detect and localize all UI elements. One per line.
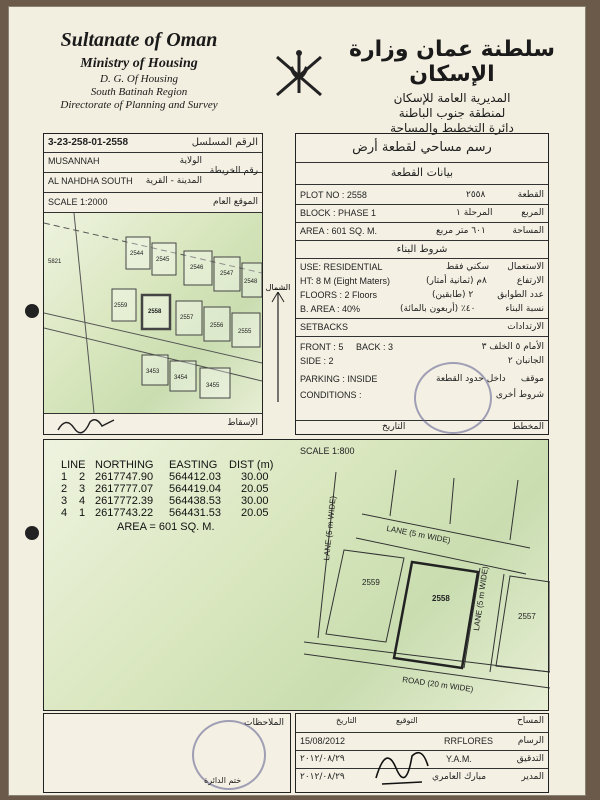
serial-number: 3-23-258-01-2558 xyxy=(48,137,129,148)
survey-document xyxy=(8,6,586,796)
header-ar-directorate: دائرة التخطيط والمساحة xyxy=(390,121,514,135)
use-ar-label: الاستعمال xyxy=(507,262,544,272)
conditions-ar-label: شروط أخرى xyxy=(495,390,544,400)
plot-label-2548: 2548 xyxy=(244,279,258,285)
binder-hole xyxy=(25,304,39,318)
location-map xyxy=(44,213,262,413)
distance: 20.05 xyxy=(241,483,269,495)
floors: FLOORS : 2 Floors xyxy=(300,290,378,300)
plot-label-2557: 2557 xyxy=(180,315,194,321)
lane-right-label: LANE (5 m WIDE) xyxy=(472,565,490,632)
location-label-ar: الموقع العام xyxy=(213,197,258,207)
north-label-ar: الشمال xyxy=(265,283,291,292)
road-label: ROAD (20 m WIDE) xyxy=(401,675,474,694)
header-line: LINE xyxy=(61,459,86,471)
setback-side-ar: الجانبان ٢ xyxy=(507,356,544,366)
building-area-ar-value: ٤٠٪ (أربعون بالمائة) xyxy=(400,304,476,314)
location-scale: SCALE 1:2000 xyxy=(48,197,108,207)
draftsman-label-ar: الرسام xyxy=(517,736,544,746)
header-en-dg: D. G. Of Housing xyxy=(100,73,178,85)
village-label-ar: المدينة - القرية xyxy=(145,176,202,186)
floors-ar-label: عدد الطوابق xyxy=(497,290,544,300)
plot-label-2545: 2545 xyxy=(156,257,170,263)
notes-box xyxy=(43,713,291,793)
easting: 564412.03 xyxy=(169,471,221,483)
setback-front-back-ar: الأمام ٥ الخلف ٣ xyxy=(481,342,544,352)
plot-data-title-ar: بيانات القطعة xyxy=(390,166,454,179)
checker-label-ar: التدقيق xyxy=(516,754,544,764)
header-arabic xyxy=(347,37,557,135)
building-area-ar-label: نسبة البناء xyxy=(505,304,544,314)
map-number-label-ar: رقم الخريطة xyxy=(209,166,258,176)
header-en-title: Sultanate of Oman xyxy=(60,29,218,51)
setback-side: SIDE : 2 xyxy=(300,356,334,366)
lane-left-label: LANE (5 m WIDE) xyxy=(322,495,338,561)
distance: 30.00 xyxy=(241,471,269,483)
line-end: 1 xyxy=(79,507,86,519)
northing: 2617777.07 xyxy=(95,483,154,495)
date-approved: ٢٠١٢/٠٨/٢٩ xyxy=(300,772,345,782)
detail-map-drawing xyxy=(304,458,550,710)
distance: 20.05 xyxy=(241,507,269,519)
coordinates-header-row xyxy=(61,459,281,471)
distance: 30.00 xyxy=(241,495,269,507)
header-en-ministry: Ministry of Housing xyxy=(80,56,198,71)
plot-label-2556: 2556 xyxy=(210,323,224,329)
area-ar-value: ٦٠١ متر مربع xyxy=(436,226,486,236)
line-end: 2 xyxy=(79,471,86,483)
oman-emblem-icon xyxy=(267,43,331,107)
header-ar-region: لمنطقة جنوب الباطنة xyxy=(398,106,506,120)
plot-label-2558: 2558 xyxy=(148,309,162,315)
header-en-region: South Batinah Region xyxy=(90,86,188,98)
projection-label-ar: الإسقاط xyxy=(227,418,258,428)
date-checked: ٢٠١٢/٠٨/٢٩ xyxy=(300,754,345,764)
wilayat-label-ar: الولاية xyxy=(179,156,202,166)
date-header-ar: التاريخ xyxy=(336,716,357,725)
serial-label-ar: الرقم المسلسل xyxy=(191,137,258,148)
block-ar-label: المربع xyxy=(521,208,544,218)
signatures-box xyxy=(295,713,549,793)
chart-label-ar: المخطط xyxy=(511,422,544,432)
plot-label-2559: 2559 xyxy=(114,303,128,309)
floors-ar-value: ٢ (طابقين) xyxy=(432,290,474,300)
easting: 564419.04 xyxy=(169,483,221,495)
line-start: 1 xyxy=(61,471,68,483)
setbacks-label: SETBACKS xyxy=(300,322,349,332)
setback-front: FRONT : 5 xyxy=(300,342,344,352)
parking-ar-label: موقف xyxy=(520,374,544,384)
notes-label-ar: الملاحظات xyxy=(244,718,284,728)
block: BLOCK : PHASE 1 xyxy=(300,208,377,218)
director-name: مبارك العامري xyxy=(432,772,487,782)
stamp-label-ar: ختم الدائرة xyxy=(204,776,242,785)
building-area: B. AREA : 40% xyxy=(300,304,361,314)
detail-plot-2558: 2558 xyxy=(432,594,450,603)
director-signature-icon xyxy=(372,738,432,790)
plot-label-2555: 2555 xyxy=(238,329,252,335)
date-surveyed: 15/08/2012 xyxy=(300,736,346,746)
plot-label-3453: 3453 xyxy=(146,369,160,375)
header-northing: NORTHING xyxy=(95,459,154,471)
area: AREA : 601 SQ. M. xyxy=(300,226,378,236)
plot-data-panel xyxy=(295,133,549,435)
sign-header-ar: التوقيع xyxy=(396,716,418,725)
surveyor-label-ar: المساح xyxy=(516,716,544,726)
plot-label-2546: 2546 xyxy=(190,265,204,271)
northing: 2617772.39 xyxy=(95,495,154,507)
block-ar-value: المرحلة ١ xyxy=(456,208,493,218)
header-ar-title: سلطنة عمان وزارة الإسكان xyxy=(348,37,556,87)
director-label-ar: المدير xyxy=(521,772,544,782)
northing: 2617747.90 xyxy=(95,471,154,483)
plot-label-3455: 3455 xyxy=(206,383,220,389)
north-arrow-icon xyxy=(268,292,288,402)
parking-ar-value: داخل حدود القطعة xyxy=(436,374,506,384)
header-english xyxy=(39,29,239,111)
detail-map-scale: SCALE 1:800 xyxy=(300,446,355,456)
table-row xyxy=(61,483,281,495)
draftsman-name: RRFLORES xyxy=(444,736,494,746)
village-value: AL NAHDHA SOUTH xyxy=(48,176,133,186)
detail-plot-2559: 2559 xyxy=(362,578,380,587)
binder-hole xyxy=(25,526,39,540)
northing: 2617743.22 xyxy=(95,507,154,519)
wilayat-value: MUSANNAH xyxy=(48,156,100,166)
header-en-directorate: Directorate of Planning and Survey xyxy=(60,99,218,111)
line-start: 3 xyxy=(61,495,68,507)
plot-label-5821: 5821 xyxy=(48,259,62,265)
line-start: 2 xyxy=(61,483,68,495)
plot-no: PLOT NO : 2558 xyxy=(300,190,367,200)
header-dist: DIST (m) xyxy=(229,459,274,471)
lane-top-label: LANE (5 m WIDE) xyxy=(385,523,452,546)
plot-no-ar-label: القطعة xyxy=(517,190,544,200)
official-stamp-icon xyxy=(414,362,492,434)
area-ar-label: المساحة xyxy=(512,226,544,236)
parking: PARKING : INSIDE xyxy=(300,374,378,384)
signature-icon xyxy=(56,414,116,434)
header-easting: EASTING xyxy=(169,459,218,471)
table-row xyxy=(61,495,281,507)
coordinates-table xyxy=(61,459,281,533)
line-end: 3 xyxy=(79,483,86,495)
detail-plot-2557: 2557 xyxy=(518,612,536,621)
table-row xyxy=(61,507,281,519)
total-area: AREA = 601 SQ. M. xyxy=(117,521,215,533)
easting: 564431.53 xyxy=(169,507,221,519)
conditions: CONDITIONS : xyxy=(300,390,362,400)
plot-no-ar-value: ٢٥٥٨ xyxy=(466,190,486,200)
height-ar-value: ٨م (ثمانية أمتار) xyxy=(426,276,487,286)
plot-label-2544: 2544 xyxy=(130,251,144,257)
header-ar-dg: المديرية العامة للإسكان xyxy=(393,91,511,105)
table-row xyxy=(61,471,281,483)
date-label-ar: التاريخ xyxy=(382,422,406,432)
easting: 564438.53 xyxy=(169,495,221,507)
plot-label-2547: 2547 xyxy=(220,271,234,277)
survey-title-ar: رسم مساحي لقطعة أرض xyxy=(352,140,492,155)
setbacks-ar-label: الارتدادات xyxy=(507,322,544,332)
height: HT: 8 M (Eight Maters) xyxy=(300,276,391,286)
line-start: 4 xyxy=(61,507,68,519)
checker-name: Y.A.M. xyxy=(446,754,472,764)
height-ar-label: الارتفاع xyxy=(516,276,544,286)
setback-back: BACK : 3 xyxy=(356,342,394,352)
north-arrow xyxy=(265,283,291,407)
plot-label-3454: 3454 xyxy=(174,375,188,381)
location-panel xyxy=(43,133,263,435)
use: USE: RESIDENTIAL xyxy=(300,262,383,272)
building-conditions-ar: شروط البناء xyxy=(396,244,448,255)
use-ar-value: سكني فقط xyxy=(446,262,489,272)
line-end: 4 xyxy=(79,495,86,507)
